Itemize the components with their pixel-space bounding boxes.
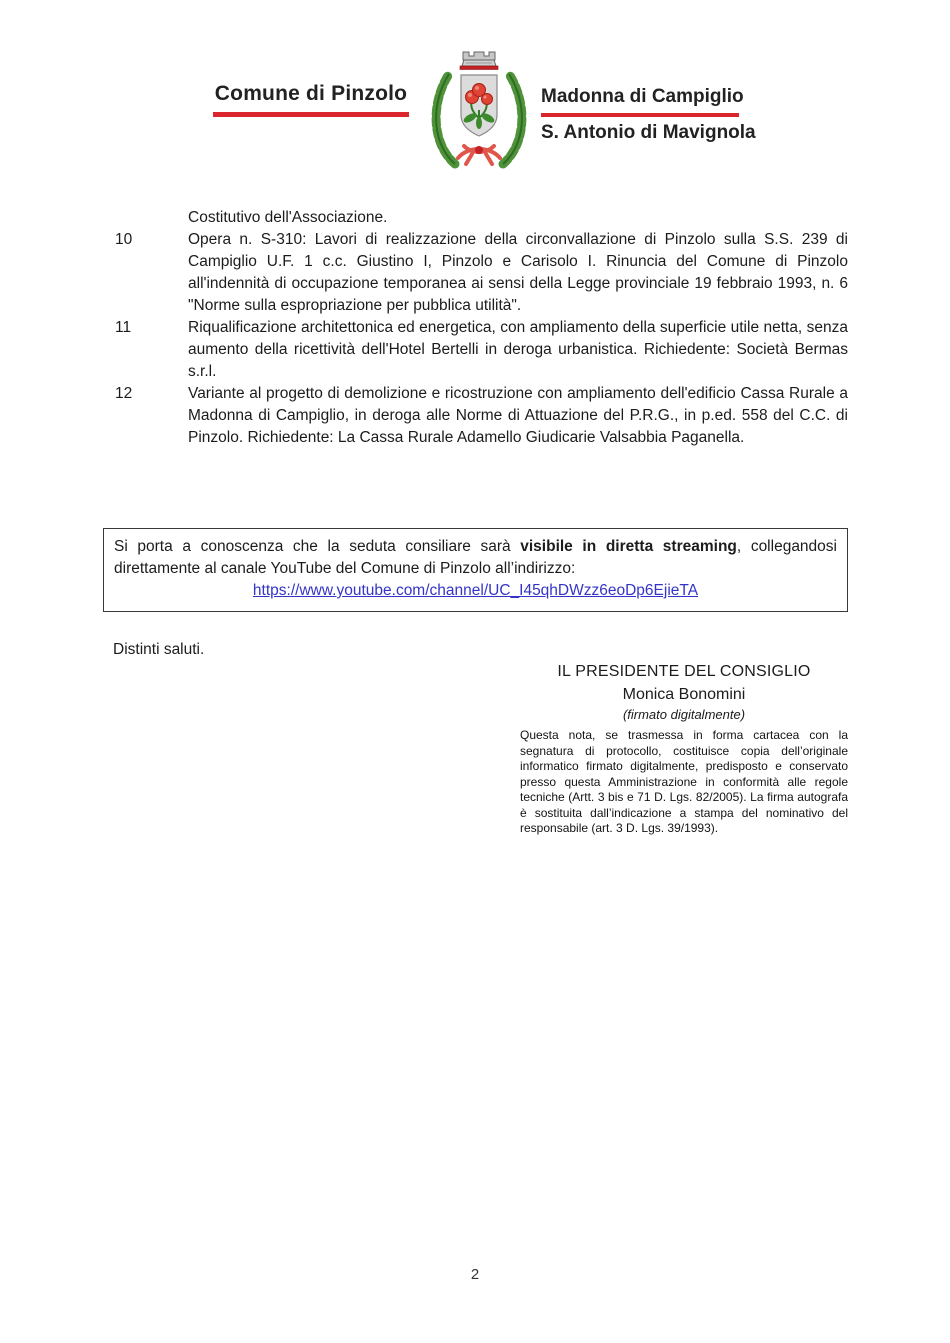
agenda-item (115, 383, 848, 449)
salutation-text: Distinti saluti. (113, 641, 205, 658)
signature-title: IL PRESIDENTE DEL CONSIGLIO (557, 663, 811, 680)
header-right-rule (541, 113, 739, 117)
youtube-channel-link[interactable]: https://www.youtube.com/channel/UC_I45qhDWzz6eoDp6EjieTA (252, 582, 699, 599)
header-left-rule (213, 112, 409, 117)
agenda-item-text: Riqualificazione architettonica ed energetica, con ampliamento della superficie utile netta, senza aumento della ricettività dell'Hotel Bertelli in deroga urbanistica. Richiedente: Società Bermas s.r.l. (188, 319, 848, 380)
legal-disclaimer-text: Questa nota, se trasmessa in forma cartacea con la segnatura di protocollo, costituisce copia dell’originale informatico firmato digitalmente, predisposto e conservato presso questa Amministrazione in conformità alle regole tecniche (Artt. 3 bis e 71 D. Lgs. 82/2005). La firma autografa è sostituita dall’indicazione a stampa del nominativo del responsabile (art. 3 D. Lgs. 39/1993). (520, 728, 848, 835)
agenda-continuation-text: Costitutivo dell'Associazione. (188, 209, 388, 226)
agenda-continuation-row (115, 207, 848, 229)
streaming-text-after: , collegandosi direttamente al canale YouTube del Comune di Pinzolo all’indirizzo: (114, 538, 837, 577)
signature-digital-note: (firmato digitalmente) (622, 707, 746, 722)
agenda-list (115, 207, 848, 449)
streaming-text-bold: visibile in diretta streaming (520, 538, 737, 555)
header-right (541, 86, 756, 144)
locality-title-top: Madonna di Campiglio (541, 86, 744, 107)
agenda-item-number: 10 (115, 231, 133, 248)
streaming-notice-box (103, 528, 848, 612)
youtube-link-line (114, 580, 837, 602)
municipality-title: Comune di Pinzolo (214, 82, 408, 105)
agenda-item-number: 11 (115, 319, 132, 336)
streaming-notice-text (114, 536, 837, 580)
page-number: 2 (470, 1266, 480, 1283)
locality-title-bottom: S. Antonio di Mavignola (541, 122, 756, 143)
signature-block (520, 663, 848, 837)
agenda-item-number: 12 (115, 385, 133, 402)
agenda-item-number (115, 207, 188, 229)
agenda-item (115, 317, 848, 383)
streaming-text-before: Si porta a conoscenza che la seduta consiliare sarà (114, 538, 521, 555)
agenda-item (115, 229, 848, 317)
header-left (213, 82, 409, 117)
signature-name: Monica Bonomini (622, 686, 746, 703)
pinzolo-coat-of-arms-icon (422, 46, 536, 172)
agenda-item-text: Variante al progetto di demolizione e ricostruzione con ampliamento dell'edificio Cassa Rurale a Madonna di Campiglio, in deroga alle Norme di Attuazione del P.R.G., in p.ed. 558 del C.C. di Pinzolo. Richiedente: La Cassa Rurale Adamello Giudicarie Valsabbia Paganella. (188, 385, 848, 446)
agenda-item-text: Opera n. S-310: Lavori di realizzazione della circonvallazione di Pinzolo sulla S.S. 239 di Campiglio U.F. 1 c.c. Giustino I, Pinzolo e Carisolo I. Rinuncia del Comune di Pinzolo all'indennità di occupazione temporanea ai sensi della Legge provinciale 19 febbraio 1993, n. 6 "Norme sulla espropriazione per pubblica utilità". (188, 231, 848, 314)
